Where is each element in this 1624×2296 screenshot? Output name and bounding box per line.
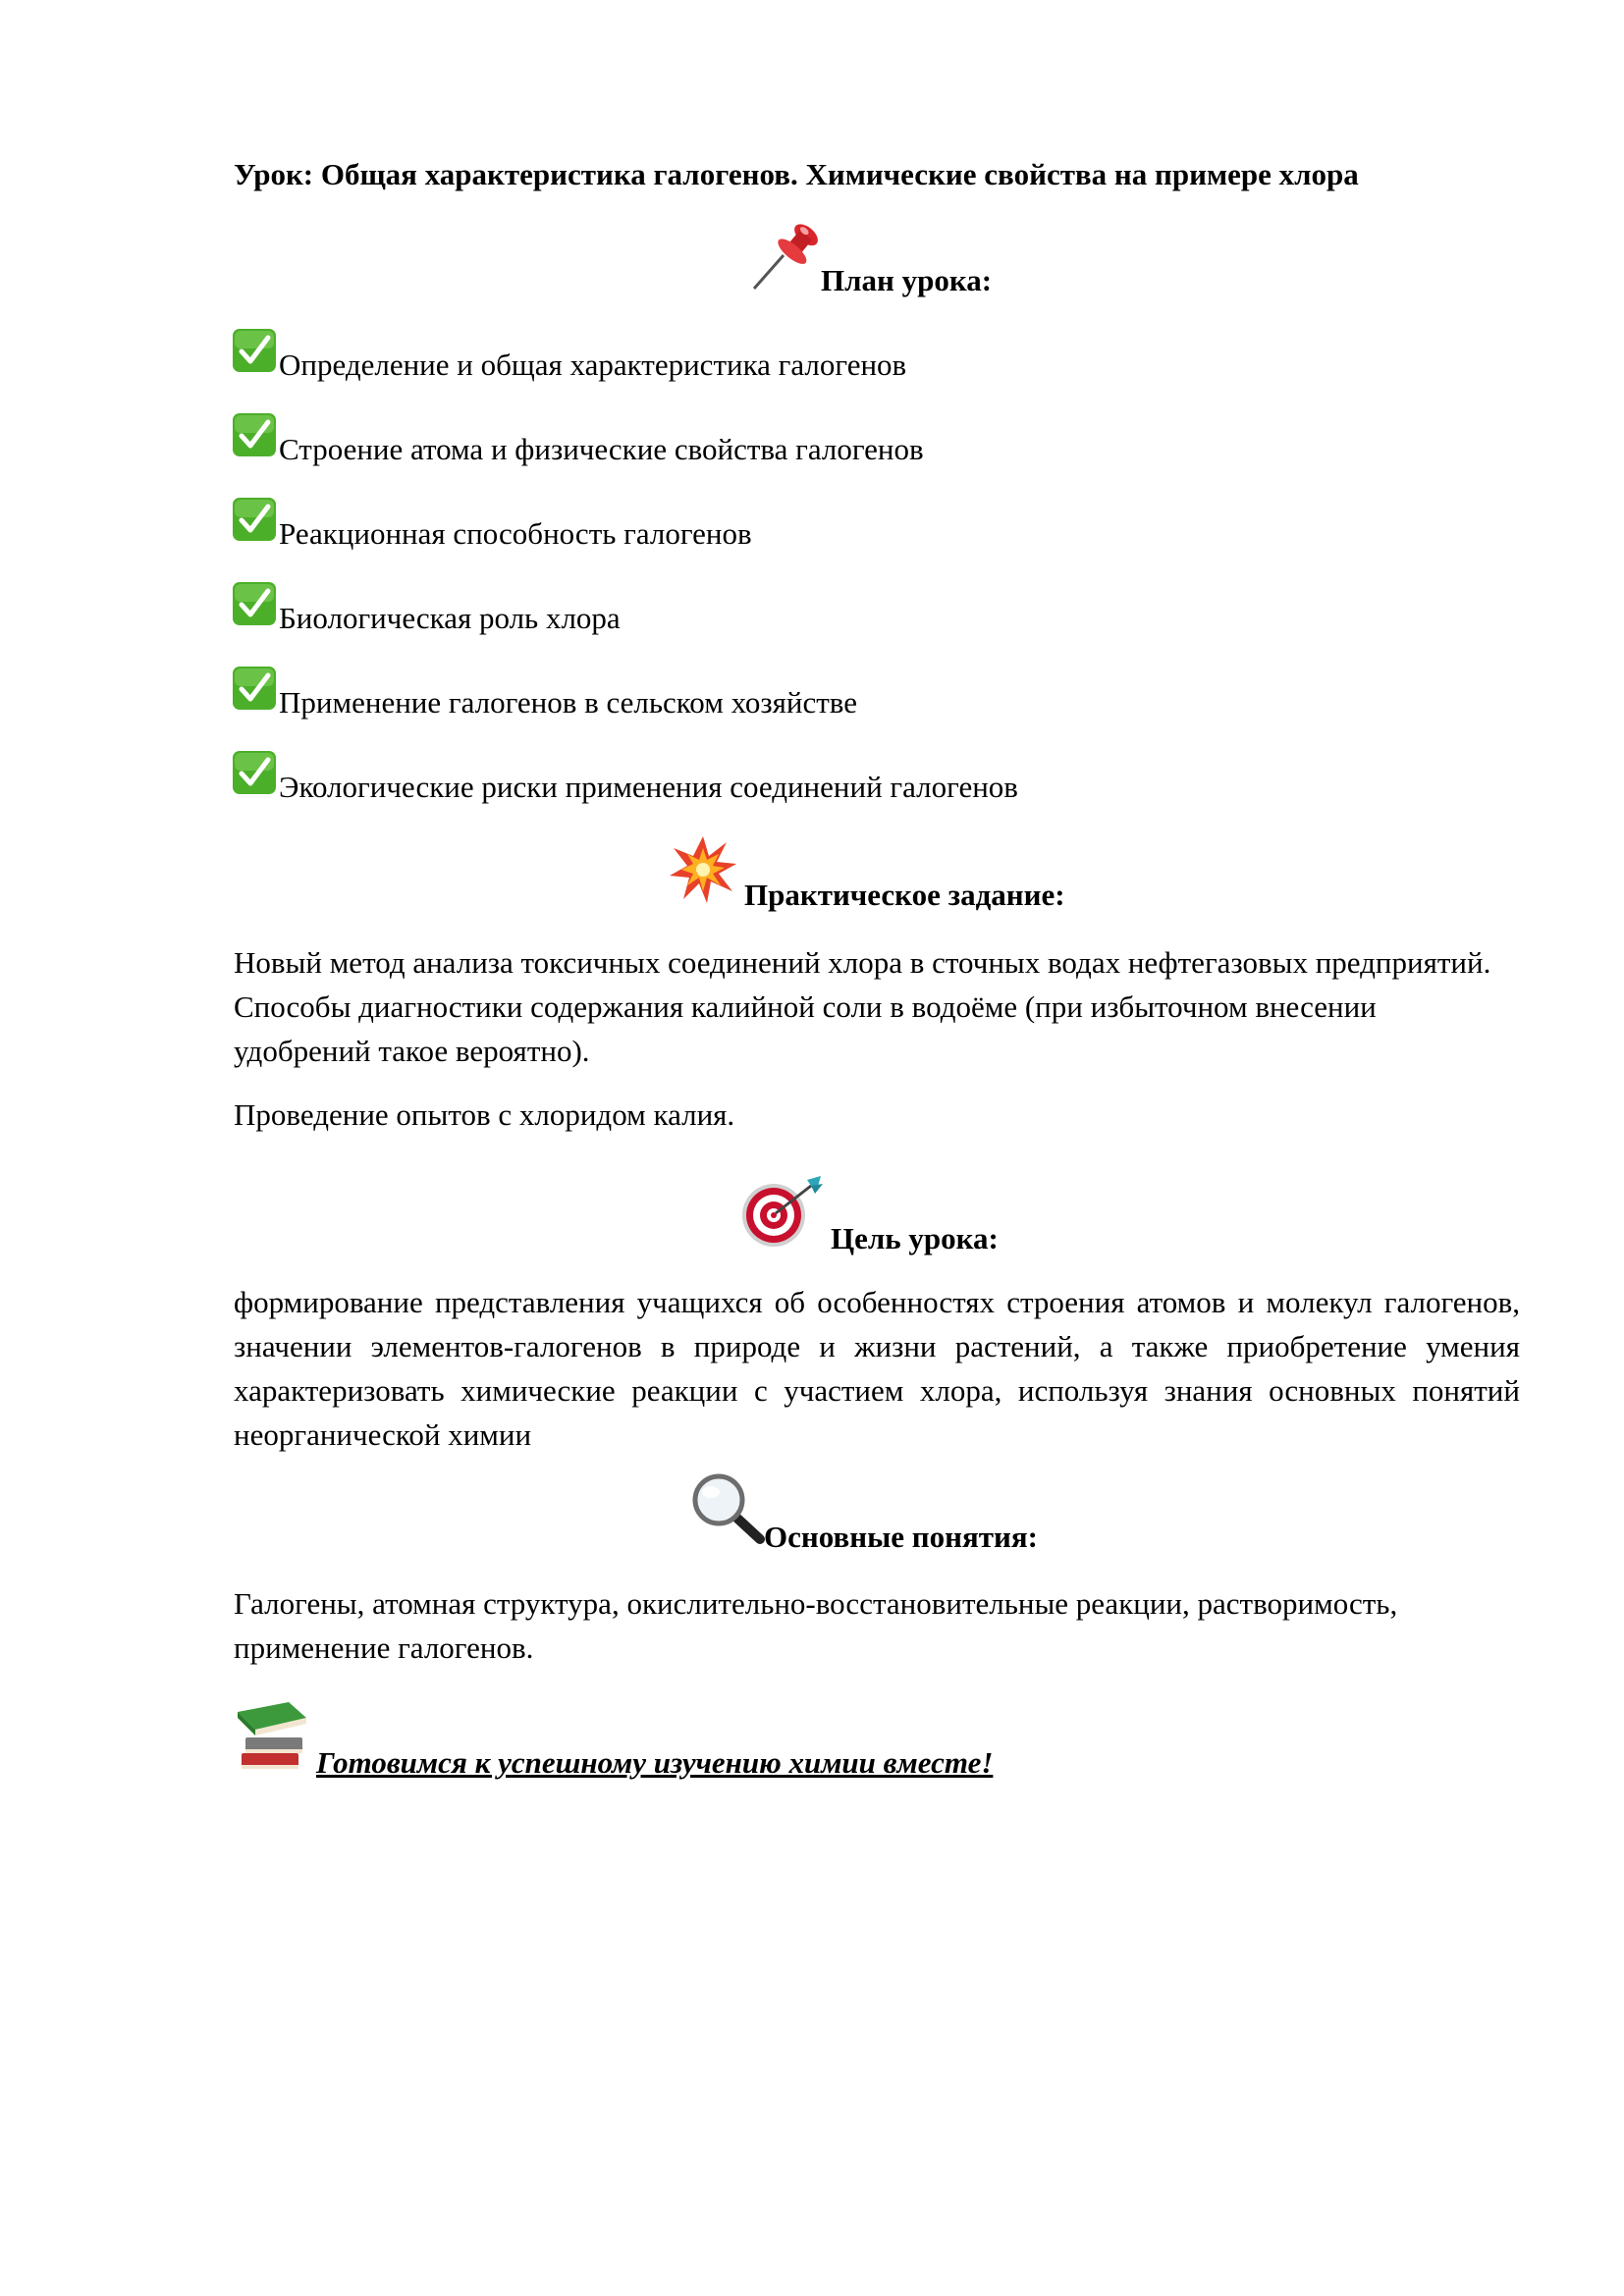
goal-heading-text: Цель урока: <box>831 1221 999 1255</box>
green-check-icon <box>232 581 277 626</box>
practical-paragraph: Новый метод анализа токсичных соединений хлора в сточных водах нефтегазовых предприятий. Способы диагностики содержания калийной соли в водоёме (при избыточном внесении удобрений такое вероятно). <box>234 945 1491 1068</box>
concepts-heading-text: Основные понятия: <box>764 1520 1038 1554</box>
practical-experiment: Проведение опытов с хлоридом калия. <box>234 1097 735 1132</box>
lesson-plan-list <box>232 328 1410 834</box>
plan-item <box>232 412 1410 497</box>
plan-item-text: Применение галогенов в сельском хозяйстве <box>279 685 857 720</box>
plan-item-text: Определение и общая характеристика галогенов <box>279 347 907 382</box>
plan-item-text: Биологическая роль хлора <box>279 601 621 635</box>
closing-line <box>234 1696 1412 1785</box>
books-icon <box>234 1696 312 1783</box>
green-check-icon <box>232 666 277 711</box>
magnifier-icon <box>691 1472 766 1547</box>
plan-item <box>232 497 1410 581</box>
concepts-heading <box>0 1472 1624 1561</box>
plan-item-text: Экологические риски применения соединений галогенов <box>279 770 1018 804</box>
lesson-title: Урок: Общая характеристика галогенов. Химические свойства на примере хлора <box>234 157 1359 191</box>
goal-paragraph: формирование представления учащихся об особенностях строения атомов и молекул галогенов, значении элементов-галогенов в природе и жизни растений, а также приобретение умения характеризовать химические реакции с участием хлора, используя знания основных понятий неорганической химии <box>234 1285 1520 1452</box>
practical-heading-text: Практическое задание: <box>744 878 1065 912</box>
plan-item <box>232 750 1410 834</box>
explosion-icon <box>668 834 738 905</box>
plan-item <box>232 581 1410 666</box>
plan-heading-text: План урока: <box>821 263 993 297</box>
green-check-icon <box>232 750 277 795</box>
plan-item-text: Реакционная способность галогенов <box>279 516 752 551</box>
plan-item-text: Строение атома и физические свойства галогенов <box>279 432 924 466</box>
plan-item <box>232 666 1410 750</box>
plan-heading <box>0 218 1624 306</box>
green-check-icon <box>232 497 277 542</box>
goal-heading <box>0 1168 1624 1256</box>
green-check-icon <box>232 412 277 457</box>
concepts-paragraph: Галогены, атомная структура, окислительно-восстановительные реакции, растворимость, применение галогенов. <box>234 1586 1398 1665</box>
green-check-icon <box>232 328 277 373</box>
pushpin-icon <box>746 218 827 294</box>
target-dart-icon <box>738 1172 829 1251</box>
plan-item <box>232 328 1410 412</box>
closing-motto: Готовимся к успешному изучению химии вместе! <box>316 1745 994 1780</box>
practical-heading <box>0 834 1624 923</box>
